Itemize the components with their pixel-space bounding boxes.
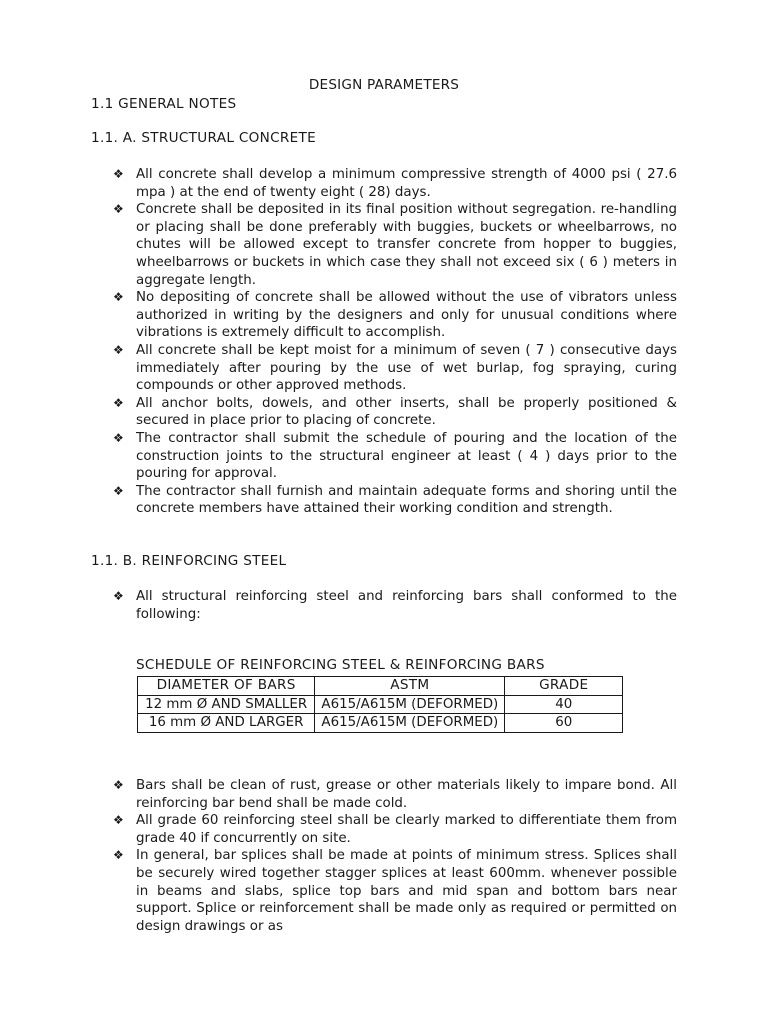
note-text: All anchor bolts, dowels, and other inserts, shall be properly positioned & secured in place prior to placing of concrete. — [136, 395, 677, 429]
section-heading: 1.1 GENERAL NOTES — [91, 96, 237, 112]
note-text: All concrete shall develop a minimum compressive strength of 4000 psi ( 27.6 mpa ) at the end of twenty eight ( 28) days. — [136, 167, 677, 200]
note-text: All concrete shall be kept moist for a minimum of seven ( 7 ) consecutive days immediately after pouring by the use of wet burlap, fog spraying, curing compounds or other approved methods. — [136, 342, 677, 394]
bullet-diamond-icon: ❖ — [113, 290, 124, 305]
document-title: DESIGN PARAMETERS — [308, 77, 460, 93]
bullet-diamond-icon: ❖ — [113, 483, 124, 498]
cell-diameter: 12 mm Ø AND SMALLER — [138, 695, 315, 714]
cell-diameter: 16 mm Ø AND LARGER — [138, 714, 315, 733]
note-text: No depositing of concrete shall be allowed without the use of vibrators unless authorized in writing by the designers and only for unusual conditions where vibrations is extremely difficult to accomplish. — [136, 290, 677, 341]
note-text: In general, bar splices shall be made at points of minimum stress. Splices shall be securely wired together stagger splices at least 600mm. whenever possible in beams and slabs, splice top bars and mid span and bottom bars near support. Splice or reinforcement shall be made only as required or permitted on design drawings or as — [136, 848, 677, 934]
steel-intro-list — [0, 588, 768, 623]
note-text: All grade 60 reinforcing steel shall be clearly marked to differentiate them from grade 40 if concurrently on site. — [136, 813, 677, 846]
list-item — [0, 777, 677, 812]
list-item — [0, 430, 677, 483]
list-item — [0, 289, 677, 342]
bullet-diamond-icon: ❖ — [113, 589, 124, 603]
bullet-diamond-icon: ❖ — [113, 813, 124, 828]
list-item — [0, 166, 677, 201]
cell-astm: A615/A615M (DEFORMED) — [315, 695, 505, 714]
bullet-diamond-icon: ❖ — [113, 848, 124, 863]
list-item — [0, 847, 677, 935]
bullet-diamond-icon: ❖ — [113, 395, 124, 410]
reinforcing-schedule-table — [137, 676, 623, 733]
column-header-astm: ASTM — [315, 677, 505, 696]
schedule-title: SCHEDULE OF REINFORCING STEEL & REINFORCING BARS — [136, 657, 545, 673]
column-header-grade: GRADE — [505, 677, 623, 696]
table-row — [138, 695, 623, 714]
list-item — [0, 342, 677, 395]
list-item — [0, 588, 677, 623]
subsection-heading-structural-concrete: 1.1. A. STRUCTURAL CONCRETE — [91, 130, 317, 146]
cell-astm: A615/A615M (DEFORMED) — [315, 714, 505, 733]
column-header-diameter: DIAMETER OF BARS — [138, 677, 315, 696]
bullet-diamond-icon: ❖ — [113, 778, 124, 792]
cell-grade: 40 — [505, 695, 623, 714]
note-text: All structural reinforcing steel and reinforcing bars shall conformed to the following: — [136, 589, 677, 622]
list-item — [0, 812, 677, 847]
note-text: Concrete shall be deposited in its final position without segregation. re-handling or placing shall be done preferably with buggies, buckets or wheelbarrows, no chutes will be allowed except to transfer concrete from hopper to buggies, wheelbarrows or buckets in which case they shall not exceed six ( 6 ) meters in aggregate length. — [136, 202, 677, 288]
bullet-diamond-icon: ❖ — [113, 430, 124, 445]
bullet-diamond-icon: ❖ — [113, 342, 124, 357]
table-header-row — [138, 677, 623, 696]
note-text: The contractor shall submit the schedule of pouring and the location of the construction joints to the structural engineer at least ( 4 ) days prior to the pouring for approval. — [136, 430, 677, 482]
bullet-diamond-icon: ❖ — [113, 202, 124, 217]
concrete-notes-list — [0, 166, 768, 518]
note-text: Bars shall be clean of rust, grease or other materials likely to impare bond. All reinforcing bar bend shall be made cold. — [136, 778, 677, 811]
list-item — [0, 483, 677, 518]
list-item — [0, 395, 677, 430]
list-item — [0, 201, 677, 289]
table-row — [138, 714, 623, 733]
note-text: The contractor shall furnish and maintain adequate forms and shoring until the concrete members have attained their working condition and strength. — [136, 483, 677, 517]
bullet-diamond-icon: ❖ — [113, 167, 124, 181]
cell-grade: 60 — [505, 714, 623, 733]
subsection-heading-reinforcing-steel: 1.1. B. REINFORCING STEEL — [91, 553, 287, 569]
steel-notes-list — [0, 777, 768, 935]
